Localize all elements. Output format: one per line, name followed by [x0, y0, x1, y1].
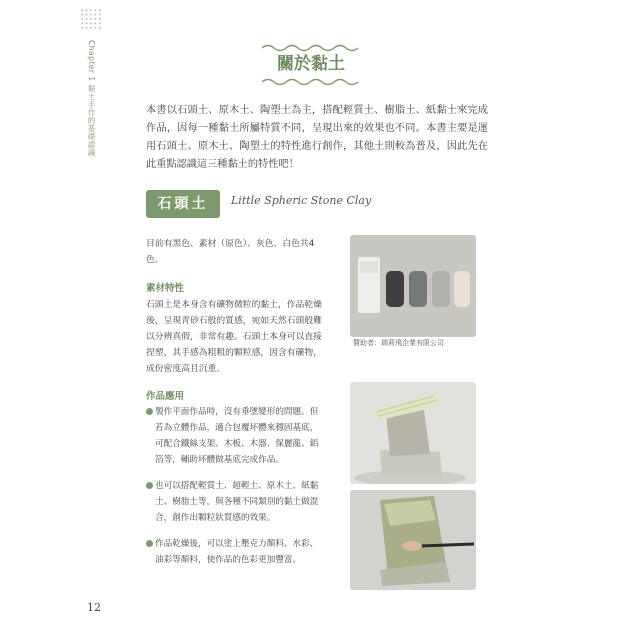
application-text: 也可以搭配輕質土、超輕土、原木土、紙黏土、樹脂土等，與各種不同類別的黏土做混合，創作出顆粒狀質感的效果。 — [155, 481, 319, 523]
page-title: 關於黏土 — [277, 54, 345, 74]
section-english-title: Little Spheric Stone Clay — [231, 194, 372, 207]
wave-divider-bottom — [262, 77, 360, 87]
bullet-icon — [146, 540, 153, 547]
bullet-icon — [146, 482, 153, 489]
applications-list — [146, 404, 326, 578]
list-item — [146, 404, 326, 468]
bullet-icon — [146, 408, 153, 415]
clay-samples-photo — [350, 235, 476, 337]
applications-heading: 作品應用 — [146, 391, 185, 402]
list-item — [146, 478, 326, 526]
list-item — [146, 536, 326, 568]
wave-divider-top — [262, 43, 360, 53]
intro-paragraph: 本書以石頭土、原木土、陶塑土為主，搭配輕質土、樹脂土、紙黏土來完成作品，因每一種黏土所屬特質不同，呈現出來的效果也不同。本書主要是運用石頭土、原木土、陶塑土的特性進行創作，其他土則較為普及，因此先在此重點認識這三種黏土的特性吧！ — [146, 105, 488, 170]
properties-text: 石頭土是本身含有礦物微粒的黏土，作品乾燥後，呈現青砂石般的質感，宛如天然石頭般難以分辨真假，非常有趣。石頭土本身可以直接捏塑，其手感為粗粗的顆粒感，因含有礦物，成份密度高且沉重。 — [146, 300, 322, 374]
section-badge: 石頭土 — [146, 190, 220, 218]
colors-text: 目前有黑色、素材（原色）、灰色、白色共4色。 — [146, 239, 315, 265]
stone-house-photo — [350, 382, 476, 484]
chapter-side-label: Chapter 1 黏土手作的基礎認識 — [87, 40, 96, 157]
application-text: 製作平面作品時，沒有垂墜變形的問題。但若為立體作品，適合包覆坏體來穩固基底，可配合鐵絲支架、木板、木器、保麗龍、鋁箔等，輔助坏體做基底完成作品。 — [155, 407, 319, 465]
painting-photo — [350, 490, 476, 590]
page-number: 12 — [87, 601, 101, 614]
properties-heading: 素材特性 — [146, 283, 185, 294]
photo-credit: 贊助者：瑞莉飛企業有限公司 — [353, 339, 444, 347]
application-text: 作品乾燥後，可以塗上壓克力顏料、水彩、油彩等顏料，使作品的色彩更加豐富。 — [155, 539, 319, 565]
decorative-dot-grid — [80, 8, 102, 30]
